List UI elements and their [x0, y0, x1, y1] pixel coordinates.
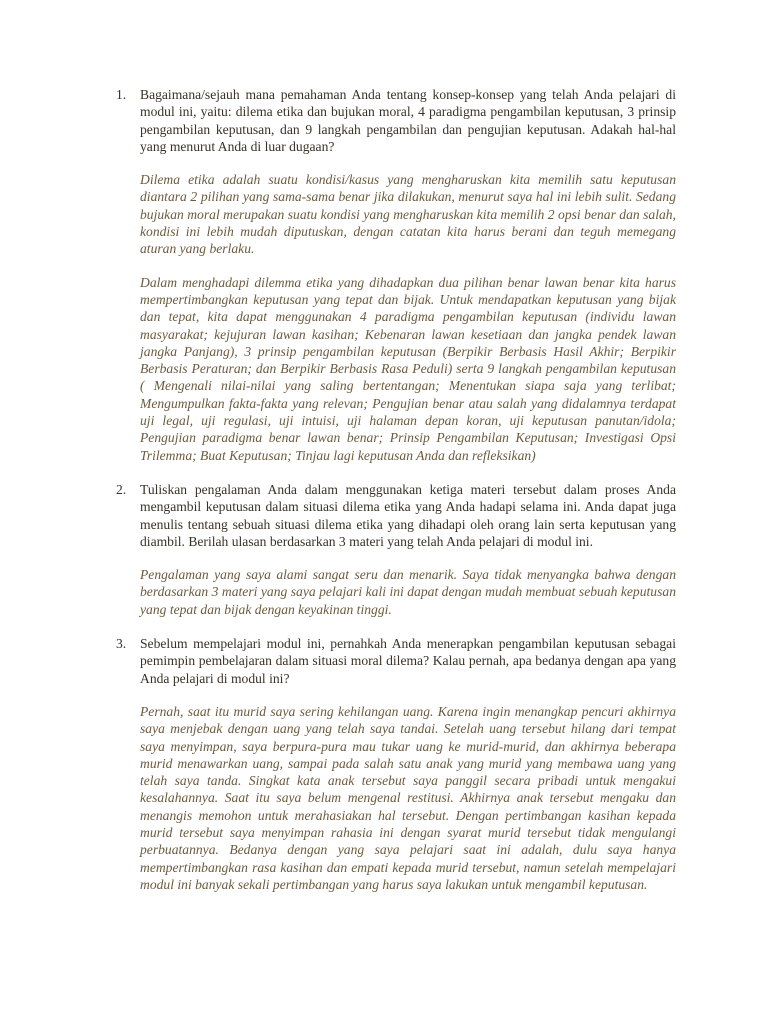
question-text: Bagaimana/sejauh mana pemahaman Anda tentang konsep-konsep yang telah Anda pelajari di modul ini, yaitu: dilema etika dan bujukan moral, 4 paradigma pengambilan keputusan, 3 prinsip pengambilan keputusan, dan 9 langkah pengambilan dan pengujian keputusan. Adakah hal-hal yang menurut Anda di luar dugaan?	[140, 87, 676, 154]
question-number: 1.	[116, 87, 127, 102]
question-item	[116, 86, 676, 464]
question-text: Tuliskan pengalaman Anda dalam menggunakan ketiga materi tersebut dalam proses Anda mengambil keputusan dalam situasi dilema etika yang Anda hadapi selama ini. Anda dapat juga menulis tentang sebuah situasi dilema etika yang dihadapi oleh orang lain serta keputusan yang diambil. Berilah ulasan berdasarkan 3 materi yang telah Anda pelajari di modul ini.	[140, 481, 676, 549]
answer-paragraph: Dilema etika adalah suatu kondisi/kasus yang mengharuskan kita memilih satu keputusan diantara 2 pilihan yang sama-sama benar jika dilakukan, menurut saya hal ini lebih sulit. Sedang bujukan moral merupakan suatu kondisi yang mengharuskan kita memilih 2 opsi benar dan salah, kondisi ini lebih mudah diputuskan, dengan catatan kita harus berani dan teguh memegang aturan yang berlaku.	[140, 172, 676, 257]
question-text: Sebelum mempelajari modul ini, pernahkah Anda menerapkan pengambilan keputusan sebagai pemimpin pembelajaran dalam situasi moral dilema? Kalau pernah, apa bedanya dengan apa yang Anda pelajari di modul ini?	[140, 636, 676, 686]
answer-paragraph: Dalam menghadapi dilemma etika yang dihadapkan dua pilihan benar lawan benar kita harus mempertimbangkan keputusan yang tepat dan bijak. Untuk mendapatkan keputusan yang bijak dan tepat, kita dapat menggunakan 4 paradigma pengambilan keputusan (individu lawan masyarakat; kejujuran lawan kasihan; Kebenaran lawan kesetiaan dan jangka pendek lawan jangka Panjang), 3 prinsip pengambilan keputusan (Berpikir Berbasis Hasil Akhir; Berpikir Berbasis Peraturan; dan Berpikir Berbasis Rasa Peduli) serta 9 langkah pengambilan keputusan ( Mengenali nilai-nilai yang saling bertentangan; Menentukan siapa saja yang terlibat; Mengumpulkan fakta-fakta yang relevan; Pengujian benar atau salah yang didalamnya terdapat uji legal, uji regulasi, uji intuisi, uji halaman depan koran, uji keputusan panutan/idola; Pengujian paradigma benar lawan benar; Prinsip Pengambilan Keputusan; Investigasi Opsi Trilemma; Buat Keputusan; Tinjau lagi keputusan Anda dan refleksikan)	[140, 274, 676, 463]
question-number: 3.	[116, 636, 127, 652]
question-item	[116, 635, 676, 893]
answer-paragraph: Pernah, saat itu murid saya sering kehilangan uang. Karena ingin menangkap pencuri akhirnya saya menjebak dengan uang yang telah saya tandai. Setelah uang tersebut hilang dari tempat saya menyimpan, saya berpura-pura mau tukar uang ke murid-murid, dan akhirnya beberapa murid menawarkan uang, sampai pada salah satu anak yang murid yang membawa uang yang telah saya tanda. Singkat kata anak tersebut saya panggil secara pribadi untuk mengakui kesalahannya. Saat itu saya belum mengenal restitusi. Akhirnya anak tersebut mengaku dan menangis memohon untuk merahasiakan hal tersebut. Dengan pertimbangan kasihan kepada murid tersebut saya menyimpan rahasia ini dengan syarat murid tersebut tidak mengulangi perbuatannya. Bedanya dengan yang saya pelajari saat ini adalah, dulu saya hanya mempertimbangkan rasa kasihan dan empati kepada murid tersebut, namun setelah mempelajari modul ini banyak sekali pertimbangan yang harus saya lakukan untuk mengambil keputusan.	[140, 703, 676, 892]
question-item	[116, 481, 676, 618]
answer-paragraph: Pengalaman yang saya alami sangat seru dan menarik. Saya tidak menyangka bahwa dengan berdasarkan 3 materi yang saya pelajari kali ini dapat dengan mudah membuat sebuah keputusan yang tepat dan bijak dengan keyakinan tinggi.	[140, 567, 676, 617]
question-number: 2.	[116, 481, 127, 497]
